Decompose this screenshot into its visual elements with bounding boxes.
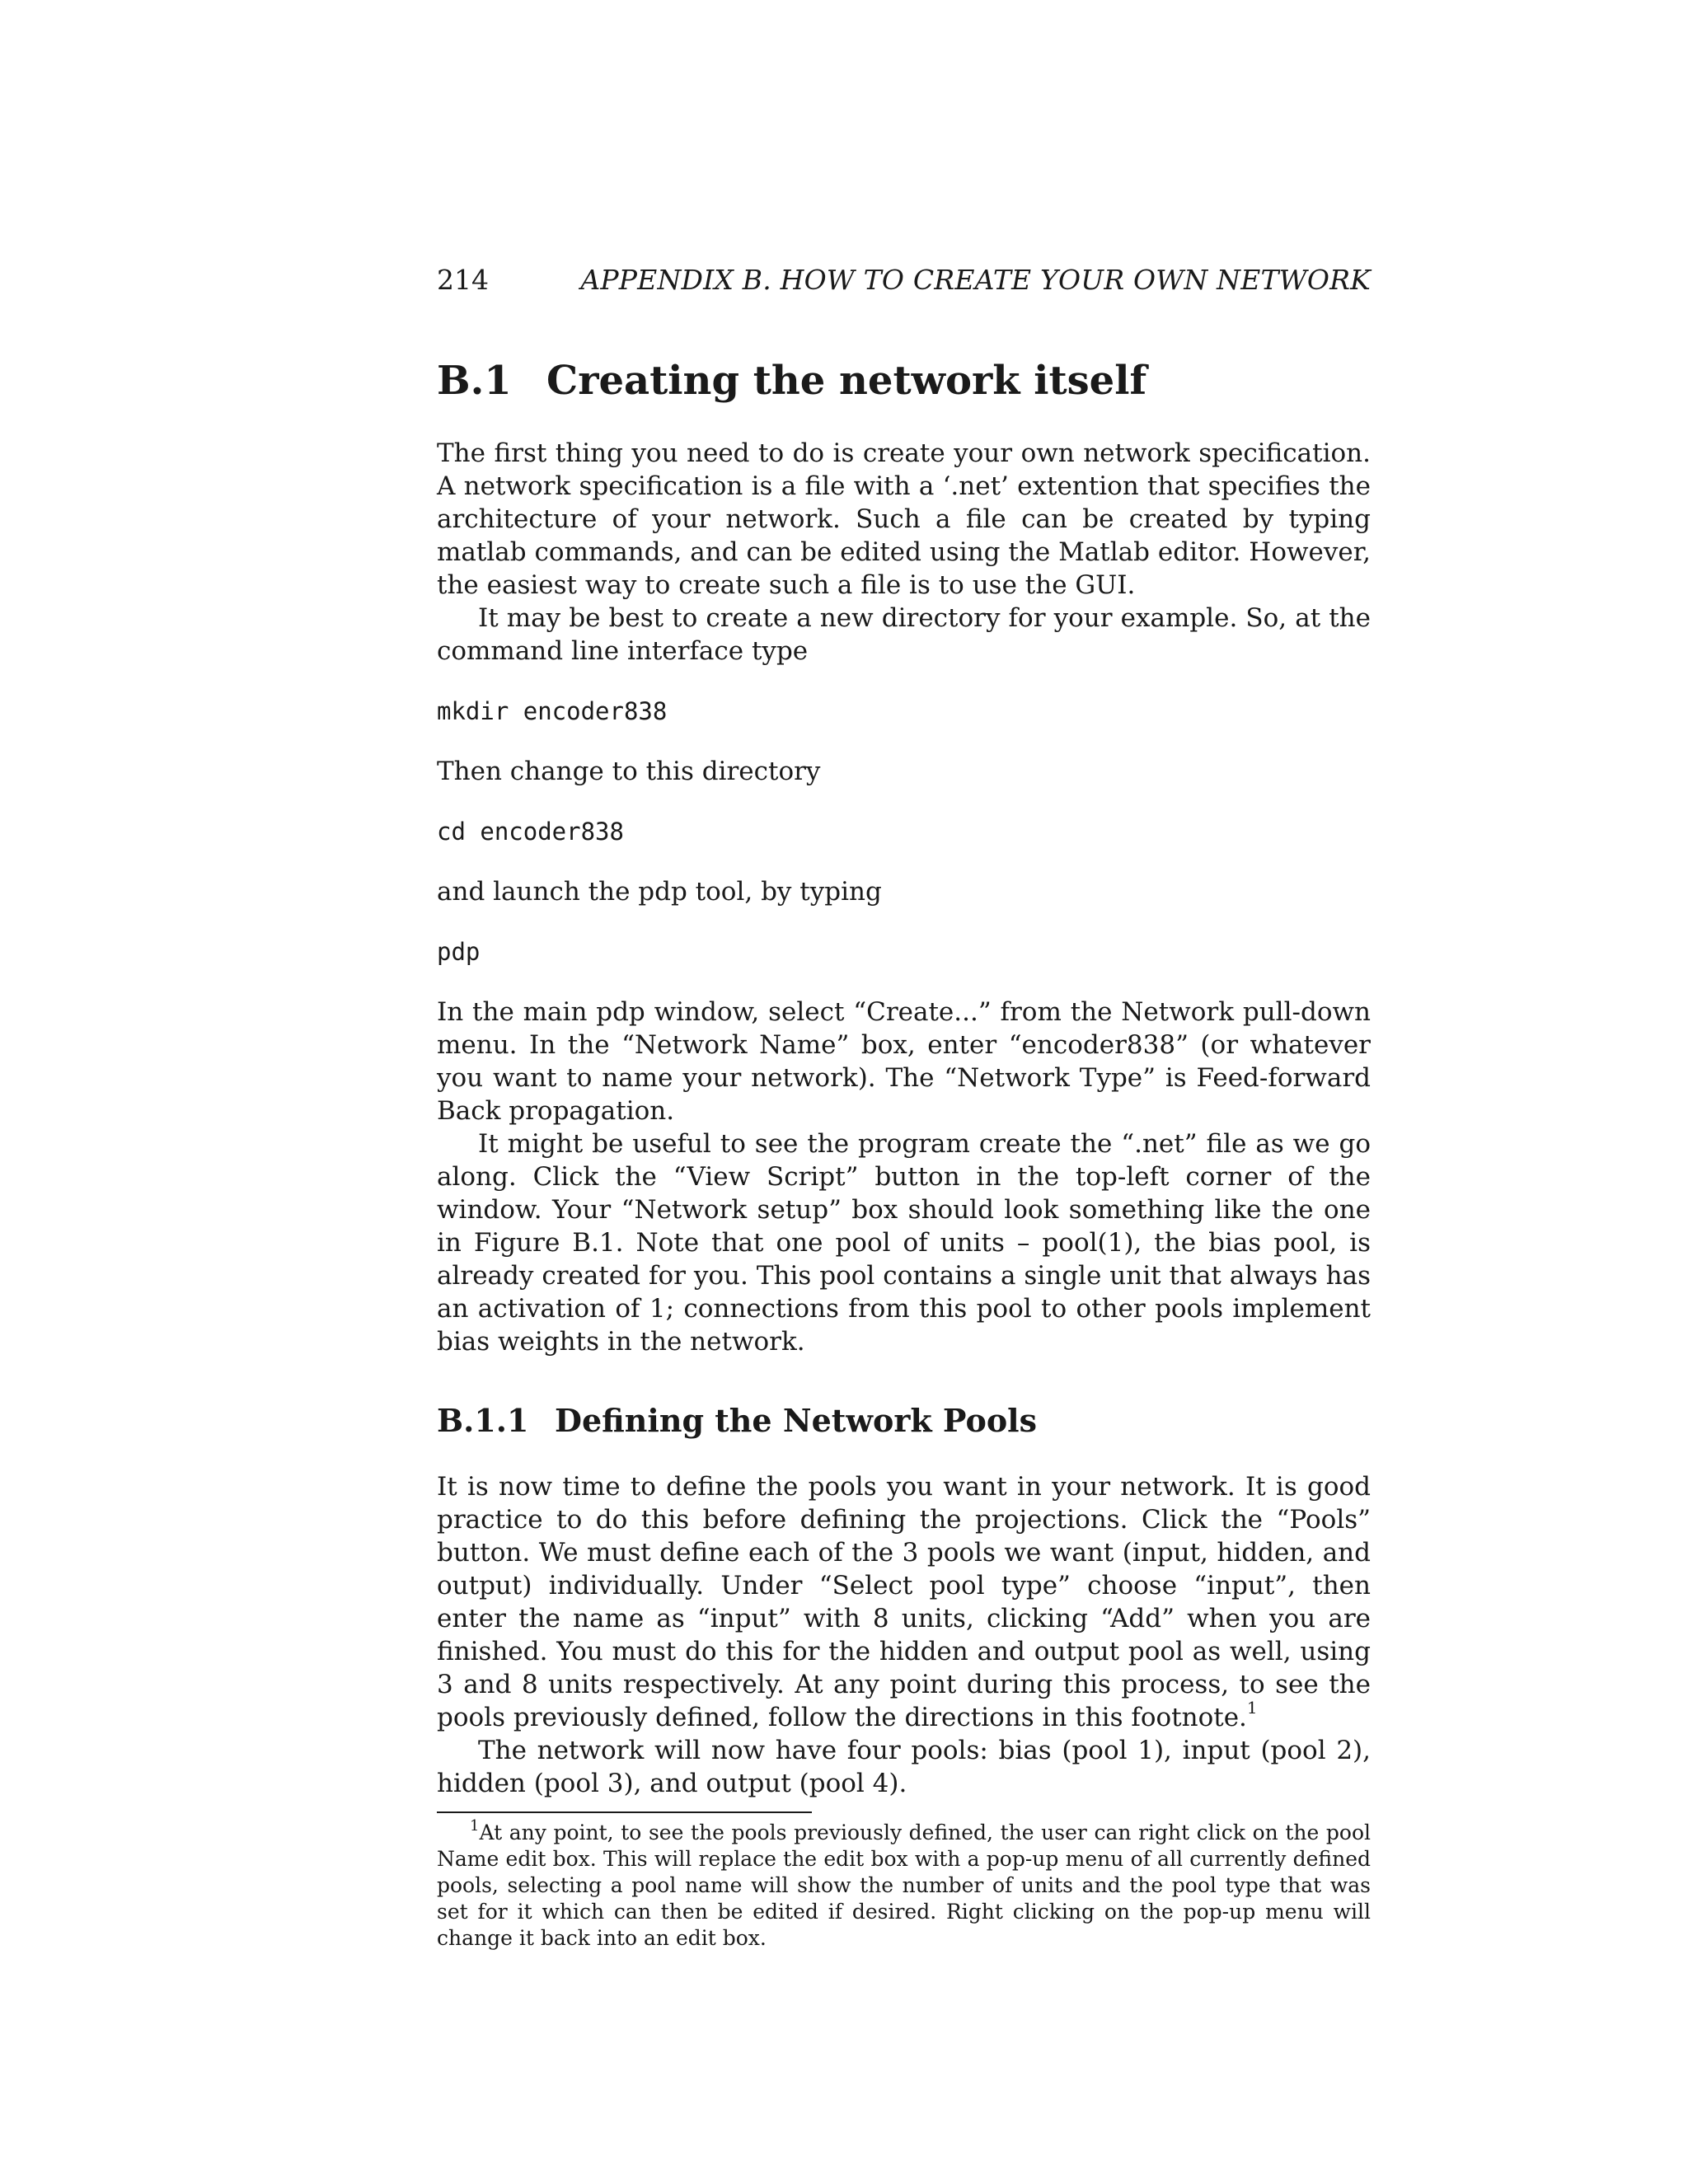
footnote-text: At any point, to see the pools previously defined, the user can right click on the pool Name edit box. This will replace the edit box with a pop-up menu of all currently defined pools, selecting a pool name will show the number of units and the pool type that was set for it which can then be edited if desired. Right clicking on the pop-up menu will change it back into an edit box. [437, 1821, 1371, 1950]
page-number: 214 [437, 264, 489, 296]
paragraph-define-pools [437, 1470, 1371, 1734]
section-title: Creating the network itself [546, 358, 1147, 404]
paragraph-create-network: In the main pdp window, select “Create...” from the Network pull-down menu. In the “Network Name” box, enter “encoder838” (or whatever you want to name your network). The “Network Type” is Feed-forward Back propagation. [437, 997, 1371, 1126]
footnote-rule [437, 1811, 812, 1813]
paragraph-four-pools: The network will now have four pools: bias (pool 1), input (pool 2), hidden (pool 3), and output (pool 4). [437, 1736, 1371, 1798]
paragraph-intro: The first thing you need to do is create your own network specification. A network specification is a file with a ‘.net’ extention that specifies the architecture of your network. Such a file can be created by typing matlab commands, and can be edited using the Matlab editor. However, the easiest way to create such a file is to use the GUI. [437, 438, 1371, 600]
section-heading [437, 358, 1371, 404]
chapter-title: APPENDIX B. HOW TO CREATE YOUR OWN NETWORK [580, 264, 1371, 296]
subsection-heading [437, 1401, 1371, 1441]
code-line-cd: cd encoder838 [437, 818, 624, 846]
subsection-number: B.1.1 [437, 1402, 529, 1439]
footnote-mark: 1 [470, 1816, 480, 1835]
running-head [437, 262, 1371, 298]
paragraph-change-dir: Then change to this directory [437, 757, 821, 786]
paragraph-launch: and launch the pdp tool, by typing [437, 877, 882, 907]
paragraph-new-directory: It may be best to create a new directory for your example. So, at the command line interface type [437, 603, 1371, 666]
subsection-title: Defining the Network Pools [555, 1402, 1038, 1439]
code-line-mkdir: mkdir encoder838 [437, 697, 668, 725]
document-page [437, 262, 1371, 1952]
paragraph-view-script: It might be useful to see the program create the “.net” file as we go along. Click the “View Script” button in the top-left corner of the window. Your “Network setup” box should look something like the one in Figure B.1. Note that one pool of units – pool(1), the bias pool, is already created for you. This pool contains a single unit that always has an activation of 1; connections from this pool to other pools implement bias weights in the network. [437, 1129, 1371, 1357]
footnote [437, 1816, 1371, 1952]
footnote-reference[interactable]: 1 [1246, 1697, 1258, 1718]
code-line-pdp: pdp [437, 938, 481, 966]
paragraph-define-pools-text: It is now time to define the pools you want in your network. It is good practice to do this before defining the projections. Click the “Pools” button. We must define each of the 3 pools we want (input, hidden, and output) individually. Under “Select pool type” choose “input”, then enter the name as “input” with 8 units, clicking “Add” when you are finished. You must do this for the hidden and output pool as well, using 3 and 8 units respectively. At any point during this process, to see the pools previously defined, follow the directions in this footnote. [437, 1472, 1371, 1732]
section-number: B.1 [437, 358, 512, 404]
